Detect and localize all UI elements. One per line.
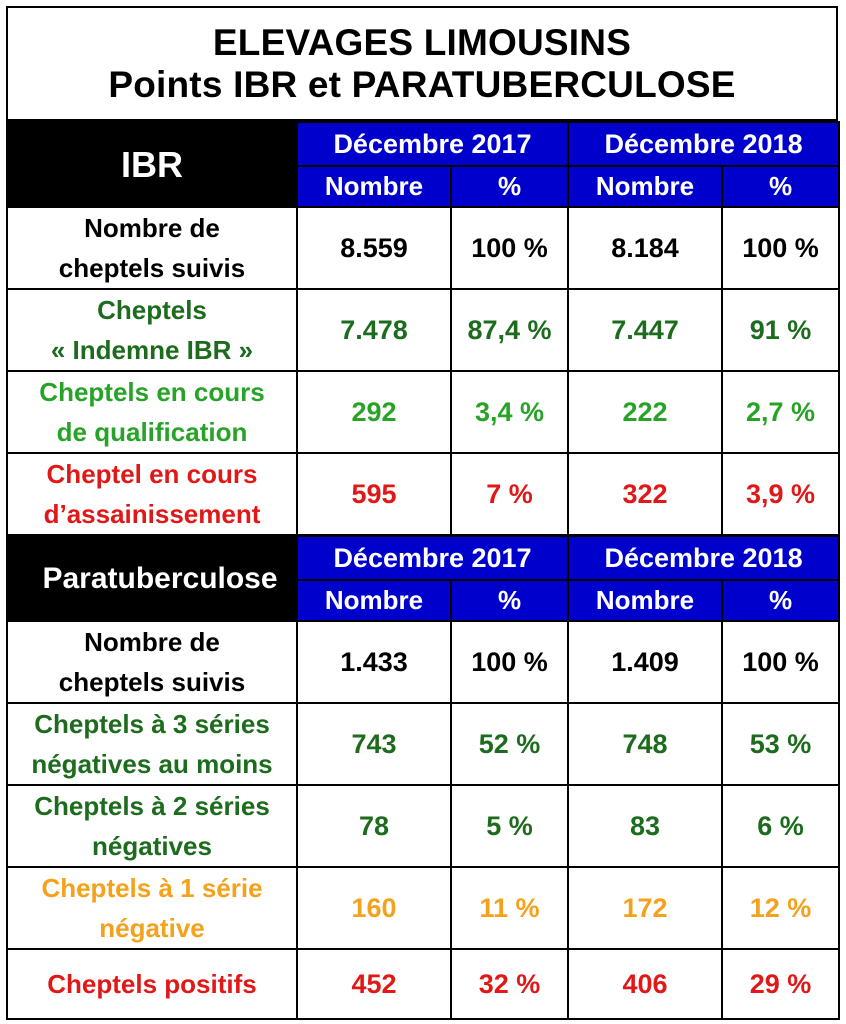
- value-cell: 100 %: [451, 621, 568, 703]
- table-row: [7, 867, 839, 949]
- value-cell: 78: [297, 785, 451, 867]
- table-row: [7, 453, 839, 535]
- value-cell: 743: [297, 703, 451, 785]
- value-cell: 452: [297, 949, 451, 1019]
- table-row: [7, 207, 839, 289]
- table-row: [7, 949, 839, 1019]
- row-label: Cheptels en cours de qualification: [7, 371, 297, 453]
- value-cell: 11 %: [451, 867, 568, 949]
- row-label: Cheptels « Indemne IBR »: [7, 289, 297, 371]
- row-label: Cheptels à 3 séries négatives au moins: [7, 703, 297, 785]
- ibr-subheader-nombre-2018: Nombre: [568, 166, 722, 207]
- title-box: [6, 6, 838, 121]
- value-cell: 32 %: [451, 949, 568, 1019]
- value-cell: 87,4 %: [451, 289, 568, 371]
- row-label: Cheptels positifs: [7, 949, 297, 1019]
- para-header-row: [7, 536, 839, 580]
- value-cell: 172: [568, 867, 722, 949]
- para-subheader-nombre-2018: Nombre: [568, 580, 722, 621]
- value-cell: 5 %: [451, 785, 568, 867]
- value-cell: 6 %: [722, 785, 839, 867]
- ibr-header-row: [7, 122, 839, 166]
- para-subheader-pct-2017: %: [451, 580, 568, 621]
- table-row: [7, 371, 839, 453]
- para-subheader-pct-2018: %: [722, 580, 839, 621]
- value-cell: 53 %: [722, 703, 839, 785]
- ibr-section-title: IBR: [7, 122, 297, 207]
- value-cell: 292: [297, 371, 451, 453]
- row-label: Cheptels à 2 séries négatives: [7, 785, 297, 867]
- ibr-subheader-nombre-2017: Nombre: [297, 166, 451, 207]
- value-cell: 1.409: [568, 621, 722, 703]
- para-subheader-nombre-2017: Nombre: [297, 580, 451, 621]
- value-cell: 8.184: [568, 207, 722, 289]
- value-cell: 8.559: [297, 207, 451, 289]
- title-line-1: ELEVAGES LIMOUSINS: [212, 21, 632, 63]
- table-row: [7, 289, 839, 371]
- value-cell: 7 %: [451, 453, 568, 535]
- ibr-period-2018: Décembre 2018: [568, 122, 839, 166]
- value-cell: 595: [297, 453, 451, 535]
- value-cell: 52 %: [451, 703, 568, 785]
- ibr-table: [6, 121, 840, 536]
- ibr-subheader-pct-2018: %: [722, 166, 839, 207]
- value-cell: 748: [568, 703, 722, 785]
- value-cell: 100 %: [722, 621, 839, 703]
- value-cell: 2,7 %: [722, 371, 839, 453]
- value-cell: 222: [568, 371, 722, 453]
- value-cell: 100 %: [722, 207, 839, 289]
- ibr-subheader-pct-2017: %: [451, 166, 568, 207]
- value-cell: 91 %: [722, 289, 839, 371]
- value-cell: 83: [568, 785, 722, 867]
- table-row: [7, 621, 839, 703]
- row-label: Nombre de cheptels suivis: [7, 621, 297, 703]
- value-cell: 3,9 %: [722, 453, 839, 535]
- para-period-2018: Décembre 2018: [568, 536, 839, 580]
- value-cell: 1.433: [297, 621, 451, 703]
- row-label: Cheptel en cours d’assainissement: [7, 453, 297, 535]
- value-cell: 12 %: [722, 867, 839, 949]
- value-cell: 160: [297, 867, 451, 949]
- row-label: Cheptels à 1 série négative: [7, 867, 297, 949]
- table-row: [7, 785, 839, 867]
- value-cell: 7.447: [568, 289, 722, 371]
- paratuberculose-table: [6, 535, 840, 1020]
- table-row: [7, 703, 839, 785]
- para-period-2017: Décembre 2017: [297, 536, 568, 580]
- value-cell: 3,4 %: [451, 371, 568, 453]
- row-label: Nombre de cheptels suivis: [7, 207, 297, 289]
- ibr-period-2017: Décembre 2017: [297, 122, 568, 166]
- value-cell: 7.478: [297, 289, 451, 371]
- title-line-2: Points IBR et PARATUBERCULOSE: [108, 63, 736, 105]
- value-cell: 29 %: [722, 949, 839, 1019]
- value-cell: 322: [568, 453, 722, 535]
- value-cell: 100 %: [451, 207, 568, 289]
- para-section-title: Paratuberculose: [7, 536, 297, 621]
- value-cell: 406: [568, 949, 722, 1019]
